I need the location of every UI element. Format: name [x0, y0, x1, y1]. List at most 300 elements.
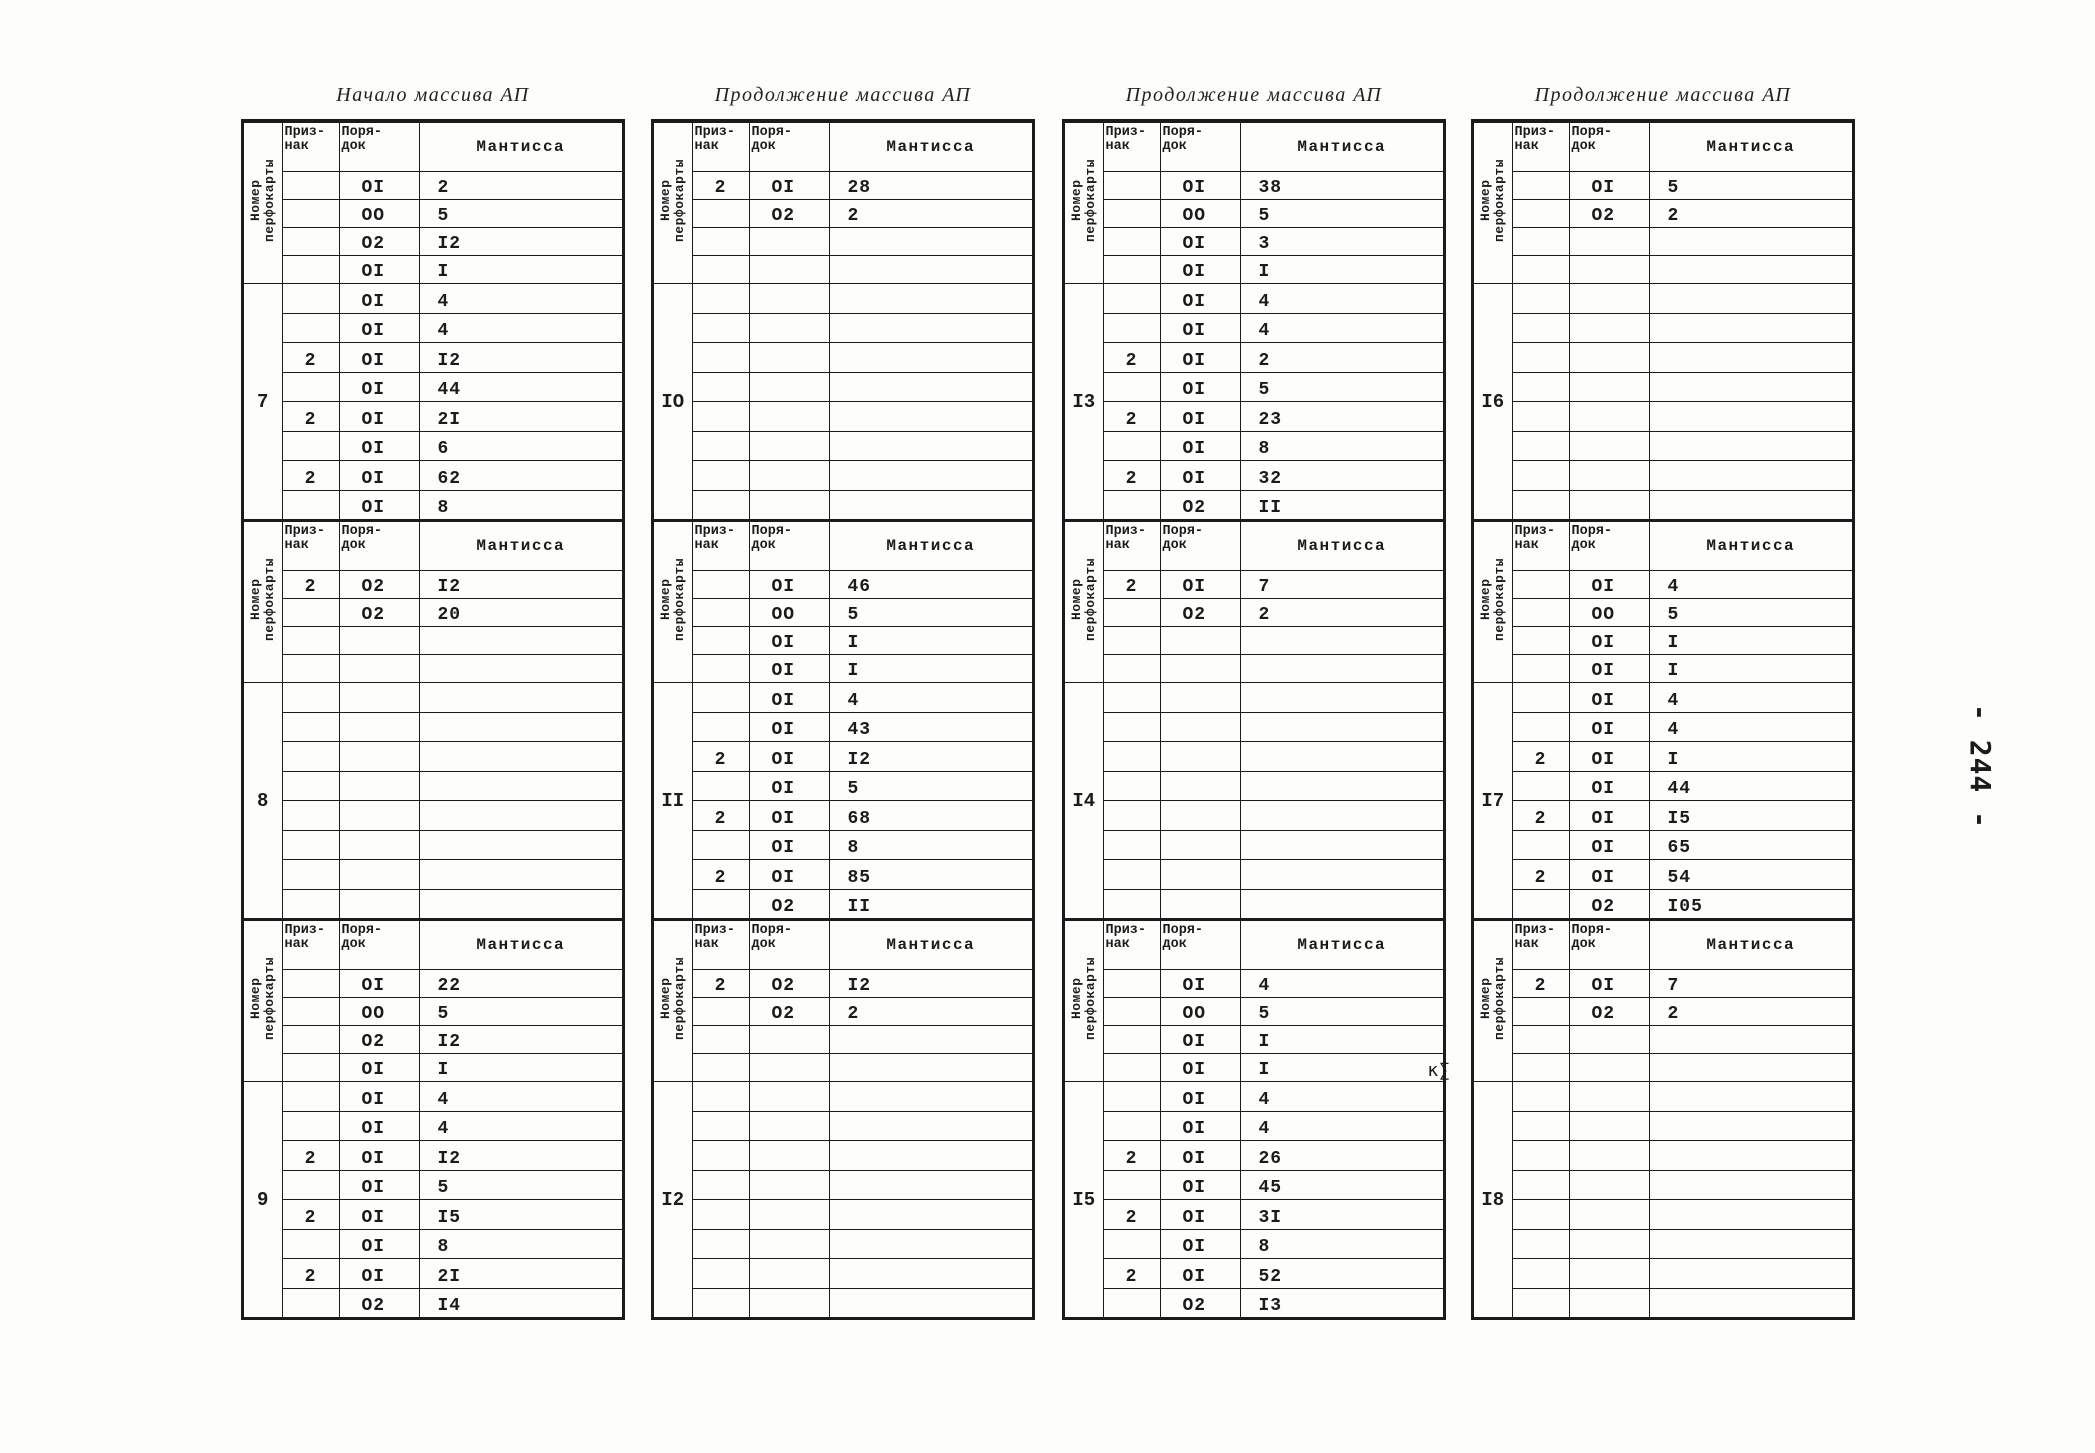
table-row	[1474, 1200, 1852, 1230]
card-number-cell	[1474, 284, 1512, 520]
table-row	[244, 627, 622, 655]
table-row	[654, 431, 1032, 461]
mantissa-cell	[419, 771, 622, 801]
order-cell	[1160, 998, 1240, 1026]
table-row	[654, 200, 1032, 228]
order-cell	[1569, 1026, 1649, 1054]
mantissa-cell	[1649, 256, 1852, 284]
mantissa-header	[1649, 521, 1852, 571]
card-label-line: Номер	[657, 578, 673, 621]
order-header	[1569, 123, 1649, 172]
mantissa-header-text: Мантисса	[476, 138, 566, 156]
order-header-line: Поря-	[341, 125, 383, 140]
table-row	[1474, 1054, 1852, 1082]
mantissa-value: I3	[1258, 1296, 1283, 1316]
flag-header	[1512, 920, 1569, 970]
mantissa-cell	[1649, 1259, 1852, 1289]
flag-cell	[1103, 284, 1160, 314]
mantissa-value: I2	[437, 350, 462, 371]
order-cell	[1569, 889, 1649, 918]
mantissa-cell	[1649, 490, 1852, 519]
mantissa-cell	[1649, 712, 1852, 742]
table-row	[244, 200, 622, 228]
flag-cell	[282, 1259, 339, 1289]
table-row	[244, 830, 622, 860]
flag-value: 2	[304, 350, 317, 371]
mantissa-value: I	[1667, 749, 1680, 770]
order-cell	[339, 1200, 419, 1230]
flag-cell	[692, 712, 749, 742]
table-row	[654, 1200, 1032, 1230]
flag-cell	[1512, 742, 1569, 772]
mantissa-cell	[1649, 1229, 1852, 1259]
table-row	[654, 1288, 1032, 1317]
table-row	[654, 372, 1032, 402]
order-value: OI	[1591, 661, 1616, 681]
mantissa-cell	[419, 970, 622, 998]
flag-header-line: нак	[284, 937, 309, 952]
order-cell	[339, 228, 419, 256]
mantissa-cell	[1649, 402, 1852, 432]
flag-cell	[1512, 627, 1569, 655]
flag-cell	[1512, 1259, 1569, 1289]
order-value: OI	[361, 1237, 386, 1257]
order-cell	[1569, 343, 1649, 373]
table-row	[244, 801, 622, 831]
data-block	[1474, 918, 1852, 1317]
order-value: OI	[361, 1148, 386, 1169]
order-value: OI	[1182, 1032, 1207, 1052]
table-row	[1474, 683, 1852, 713]
flag-cell	[692, 343, 749, 373]
mantissa-cell	[1649, 1082, 1852, 1112]
table-row	[244, 1111, 622, 1141]
mantissa-cell	[1240, 1082, 1443, 1112]
order-value: OI	[771, 633, 796, 653]
flag-header	[1512, 123, 1569, 172]
flag-value: 2	[1125, 577, 1138, 597]
card-number-cell	[654, 683, 692, 919]
card-label	[659, 558, 687, 641]
mantissa-cell	[829, 1170, 1032, 1200]
table-row	[1065, 860, 1443, 890]
order-header-line: док	[1162, 538, 1187, 553]
flag-cell	[1103, 1229, 1160, 1259]
flag-cell	[692, 1082, 749, 1112]
order-cell	[749, 372, 829, 402]
flag-cell	[692, 228, 749, 256]
table-row	[1474, 1141, 1852, 1171]
card-label-cell	[654, 521, 692, 683]
flag-header	[1103, 123, 1160, 172]
mantissa-cell	[829, 172, 1032, 200]
card-number-cell	[244, 683, 282, 919]
order-header-line: Поря-	[1162, 125, 1204, 140]
table-row	[244, 172, 622, 200]
mantissa-value: 28	[847, 178, 872, 198]
mantissa-cell	[829, 1141, 1032, 1171]
mantissa-value: I5	[437, 1207, 462, 1228]
order-header-line: док	[1571, 937, 1596, 952]
mantissa-cell	[829, 1054, 1032, 1082]
table-row	[244, 1082, 622, 1112]
order-header	[339, 123, 419, 172]
flag-value: 2	[1125, 1207, 1138, 1228]
card-label-line: Номер	[247, 179, 263, 222]
mantissa-value: I2	[437, 1032, 462, 1052]
order-value: OI	[361, 498, 386, 518]
flag-cell	[282, 1054, 339, 1082]
flag-header-line: Приз-	[284, 923, 326, 938]
table-row	[654, 1111, 1032, 1141]
table-row	[1474, 1288, 1852, 1317]
flag-header-line: Приз-	[1514, 923, 1556, 938]
flag-header-line: нак	[694, 937, 719, 952]
mantissa-value: 65	[1667, 838, 1692, 858]
order-cell	[1160, 1229, 1240, 1259]
table-row	[1065, 801, 1443, 831]
order-cell	[1160, 1082, 1240, 1112]
order-cell	[1569, 1082, 1649, 1112]
order-cell	[339, 712, 419, 742]
table-row	[1065, 284, 1443, 314]
flag-cell	[282, 889, 339, 918]
mantissa-header-text: Мантисса	[1297, 936, 1387, 954]
mantissa-value: 4	[1667, 577, 1680, 597]
mantissa-value: 5	[1667, 178, 1680, 198]
card-label	[249, 159, 277, 242]
card-number-cell	[1065, 284, 1103, 520]
order-cell	[1160, 1054, 1240, 1082]
flag-cell	[282, 970, 339, 998]
flag-header-line: Приз-	[1514, 524, 1556, 539]
mantissa-value: 5	[1258, 206, 1271, 226]
flag-header-line: Приз-	[284, 125, 326, 140]
table-row	[244, 343, 622, 373]
flag-cell	[1512, 284, 1569, 314]
mantissa-value: 5	[1258, 380, 1271, 400]
mantissa-cell	[419, 889, 622, 918]
flag-cell	[282, 771, 339, 801]
table-row	[1474, 200, 1852, 228]
mantissa-cell	[1649, 200, 1852, 228]
mantissa-cell	[419, 571, 622, 599]
column-title: Продолжение массива АП	[1534, 84, 1792, 106]
card-number: 9	[257, 1188, 269, 1211]
table-row	[654, 889, 1032, 918]
order-value: OI	[771, 661, 796, 681]
order-value: OI	[1182, 1178, 1207, 1198]
order-cell	[339, 860, 419, 890]
table-row	[244, 1170, 622, 1200]
order-cell	[1569, 860, 1649, 890]
header-row	[244, 123, 622, 172]
mantissa-cell	[1240, 172, 1443, 200]
page-number: - 244 -	[1964, 704, 1997, 830]
order-cell	[339, 313, 419, 343]
mantissa-value: 2	[1667, 1004, 1680, 1024]
table-row	[1474, 402, 1852, 432]
mantissa-cell	[1649, 284, 1852, 314]
mantissa-cell	[1649, 683, 1852, 713]
flag-cell	[692, 1259, 749, 1289]
mantissa-value: 23	[1258, 409, 1283, 430]
flag-cell	[692, 1026, 749, 1054]
flag-cell	[692, 1200, 749, 1230]
order-value: OI	[771, 577, 796, 597]
order-cell	[749, 571, 829, 599]
flag-cell	[282, 801, 339, 831]
flag-value: 2	[1534, 867, 1547, 888]
order-cell	[1569, 1111, 1649, 1141]
flag-cell	[1512, 1229, 1569, 1259]
mantissa-cell	[1649, 830, 1852, 860]
order-value: O2	[361, 234, 386, 254]
order-cell	[1160, 830, 1240, 860]
flag-cell	[282, 1111, 339, 1141]
mantissa-cell	[419, 402, 622, 432]
flag-cell	[1512, 490, 1569, 519]
order-value: OI	[1182, 468, 1207, 489]
flag-cell	[692, 172, 749, 200]
order-value: OI	[1591, 779, 1616, 799]
mantissa-value: 4	[1258, 321, 1271, 341]
mantissa-value: 8	[1258, 1237, 1271, 1257]
mantissa-cell	[829, 1259, 1032, 1289]
table-row	[1065, 313, 1443, 343]
order-cell	[1160, 1141, 1240, 1171]
flag-cell	[1103, 1288, 1160, 1317]
mantissa-cell	[829, 801, 1032, 831]
order-cell	[1160, 402, 1240, 432]
flag-cell	[692, 771, 749, 801]
mantissa-value: 6	[437, 439, 450, 459]
order-value: OI	[361, 1207, 386, 1228]
card-label	[249, 558, 277, 641]
flag-cell	[692, 1054, 749, 1082]
flag-value: 2	[1125, 350, 1138, 371]
card-label-line: Номер	[1477, 977, 1493, 1020]
table-row	[1065, 343, 1443, 373]
flag-cell	[1103, 1200, 1160, 1230]
mantissa-header	[829, 920, 1032, 970]
data-block	[244, 918, 622, 1317]
order-cell	[1160, 655, 1240, 683]
card-label-line: Номер	[1068, 179, 1084, 222]
order-cell	[339, 1170, 419, 1200]
mantissa-cell	[1240, 683, 1443, 713]
order-header-line: док	[751, 937, 776, 952]
order-cell	[339, 1026, 419, 1054]
table-row	[244, 372, 622, 402]
order-cell	[749, 256, 829, 284]
order-cell	[1160, 313, 1240, 343]
table-row	[1474, 1111, 1852, 1141]
mantissa-header	[829, 521, 1032, 571]
order-value: OI	[1182, 291, 1207, 312]
table-row	[1065, 771, 1443, 801]
flag-cell	[1103, 1054, 1160, 1082]
mantissa-cell	[419, 599, 622, 627]
order-cell	[1569, 683, 1649, 713]
mantissa-value: 8	[847, 838, 860, 858]
table-row	[654, 771, 1032, 801]
order-cell	[1160, 742, 1240, 772]
card-label-line: перфокарты	[261, 557, 277, 641]
data-block	[654, 519, 1032, 918]
order-cell	[1160, 970, 1240, 998]
order-value: OI	[361, 178, 386, 198]
flag-cell	[1103, 343, 1160, 373]
table-row	[1065, 1141, 1443, 1171]
table-row	[244, 970, 622, 998]
mantissa-cell	[1240, 431, 1443, 461]
table-row	[1474, 1082, 1852, 1112]
mantissa-cell	[829, 970, 1032, 998]
flag-header-line: нак	[1514, 538, 1539, 553]
mantissa-header-text: Мантисса	[1706, 138, 1796, 156]
mantissa-cell	[829, 860, 1032, 890]
flag-cell	[1103, 461, 1160, 491]
flag-cell	[282, 860, 339, 890]
flag-header-line: нак	[694, 139, 719, 154]
flag-cell	[692, 655, 749, 683]
order-cell	[339, 801, 419, 831]
flag-cell	[1512, 998, 1569, 1026]
order-header-line: Поря-	[1162, 923, 1204, 938]
mantissa-value: 2	[1258, 350, 1271, 371]
table-row	[1474, 490, 1852, 519]
flag-header-line: нак	[1105, 538, 1130, 553]
order-value: OI	[771, 779, 796, 799]
order-cell	[749, 830, 829, 860]
card-label-cell	[244, 521, 282, 683]
card-number-cell	[244, 284, 282, 520]
order-header-line: док	[751, 538, 776, 553]
mantissa-cell	[829, 256, 1032, 284]
order-value: OO	[1591, 605, 1616, 625]
mantissa-header-text: Мантисса	[1706, 537, 1796, 555]
table-row	[1065, 172, 1443, 200]
mantissa-cell	[1240, 599, 1443, 627]
order-cell	[749, 1288, 829, 1317]
card-label	[1479, 957, 1507, 1040]
card-label-line: Номер	[657, 977, 673, 1020]
order-cell	[1569, 313, 1649, 343]
order-cell	[749, 343, 829, 373]
table-row	[1065, 490, 1443, 519]
order-cell	[1160, 490, 1240, 519]
order-header-line: док	[1162, 139, 1187, 154]
mantissa-cell	[1240, 1111, 1443, 1141]
flag-value: 2	[714, 178, 727, 198]
order-cell	[1569, 402, 1649, 432]
table-row	[654, 970, 1032, 998]
flag-cell	[692, 200, 749, 228]
mantissa-cell	[1240, 742, 1443, 772]
card-label-line: перфокарты	[1082, 158, 1098, 242]
flag-cell	[1512, 1054, 1569, 1082]
mantissa-value: 54	[1667, 867, 1692, 888]
order-value: OI	[361, 321, 386, 341]
order-value: OI	[361, 468, 386, 489]
flag-cell	[692, 1288, 749, 1317]
order-cell	[339, 343, 419, 373]
table-row	[244, 1026, 622, 1054]
table-row	[1065, 830, 1443, 860]
flag-cell	[282, 256, 339, 284]
card-label-cell	[244, 123, 282, 284]
mantissa-cell	[1649, 1200, 1852, 1230]
table-row	[654, 599, 1032, 627]
order-header-line: Поря-	[751, 524, 793, 539]
header-row	[244, 920, 622, 970]
card-label-line: перфокарты	[261, 956, 277, 1040]
order-cell	[1160, 431, 1240, 461]
table-row	[654, 172, 1032, 200]
order-header-line: док	[341, 139, 366, 154]
flag-value: 2	[1534, 976, 1547, 996]
flag-cell	[1103, 1170, 1160, 1200]
table-row	[1065, 683, 1443, 713]
mantissa-value: 3I	[1258, 1207, 1283, 1228]
mantissa-cell	[1649, 655, 1852, 683]
order-value: OO	[361, 1004, 386, 1024]
flag-cell	[1512, 313, 1569, 343]
flag-header-line: нак	[284, 538, 309, 553]
mantissa-cell	[829, 313, 1032, 343]
flag-cell	[1512, 655, 1569, 683]
mantissa-value: II	[1258, 498, 1283, 518]
flag-cell	[1512, 1141, 1569, 1171]
table-column	[1062, 84, 1451, 1320]
flag-cell	[282, 627, 339, 655]
flag-cell	[1103, 655, 1160, 683]
table-row	[1474, 461, 1852, 491]
mantissa-value: 38	[1258, 178, 1283, 198]
order-cell	[1569, 627, 1649, 655]
mantissa-cell	[419, 313, 622, 343]
table-row	[654, 1082, 1032, 1112]
flag-cell	[692, 284, 749, 314]
mantissa-cell	[419, 490, 622, 519]
mantissa-cell	[1240, 402, 1443, 432]
table-row	[1065, 655, 1443, 683]
order-cell	[1569, 1054, 1649, 1082]
order-cell	[749, 771, 829, 801]
flag-cell	[1512, 683, 1569, 713]
order-cell	[749, 627, 829, 655]
order-value: OI	[361, 1060, 386, 1080]
flag-cell	[1103, 860, 1160, 890]
mantissa-value: 4	[1258, 291, 1271, 312]
flag-cell	[282, 431, 339, 461]
flag-value: 2	[1125, 409, 1138, 430]
flag-cell	[692, 801, 749, 831]
table-row	[654, 461, 1032, 491]
mantissa-value: I	[1667, 633, 1680, 653]
mantissa-header	[1240, 521, 1443, 571]
mantissa-cell	[829, 402, 1032, 432]
mantissa-cell	[1649, 889, 1852, 918]
table-row	[1065, 228, 1443, 256]
flag-cell	[1512, 860, 1569, 890]
flag-value: 2	[1534, 749, 1547, 770]
card-label	[1479, 159, 1507, 242]
table-row	[244, 1259, 622, 1289]
table-row	[1474, 372, 1852, 402]
mantissa-value: 4	[437, 321, 450, 341]
